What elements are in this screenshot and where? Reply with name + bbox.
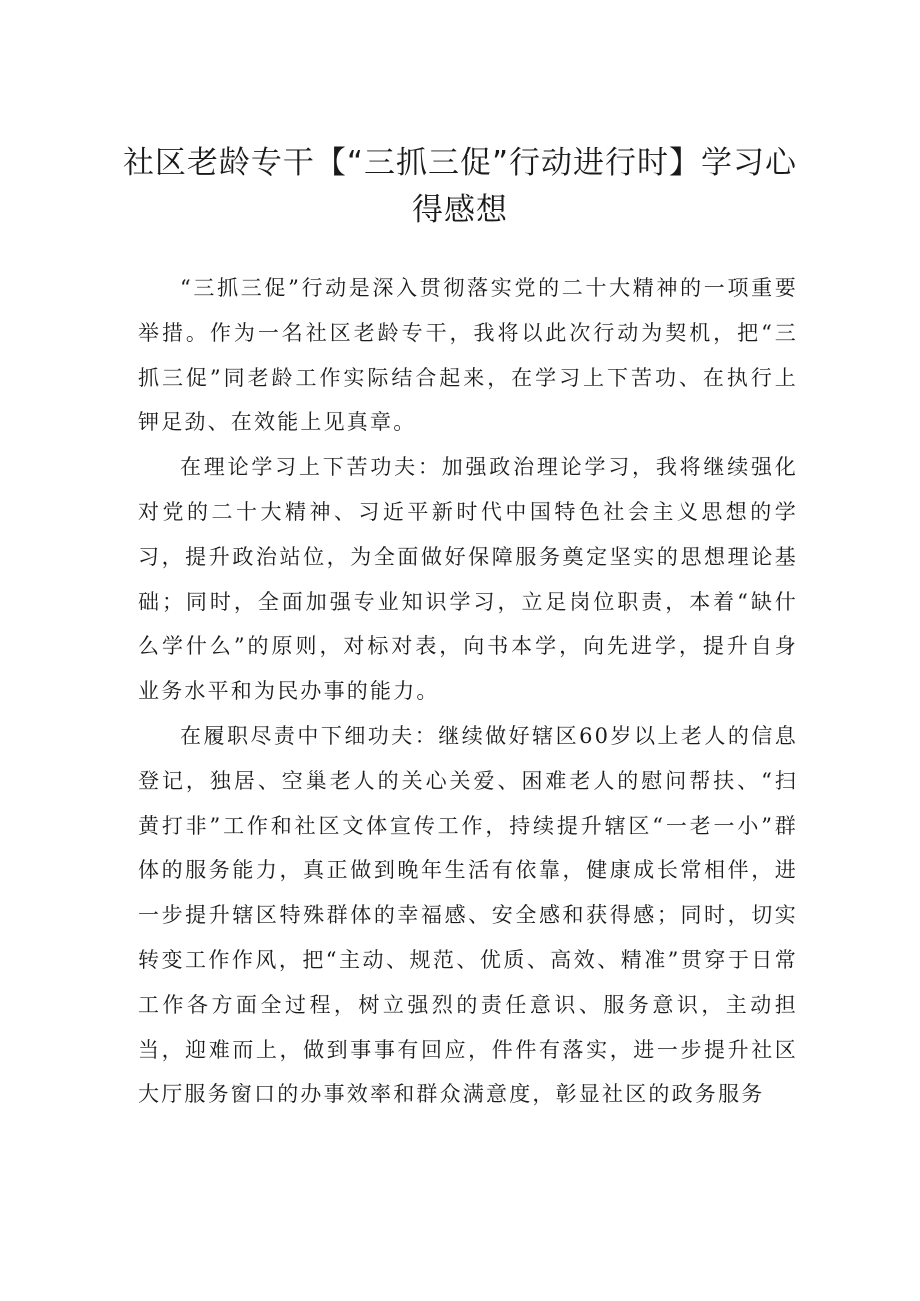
document-title: 社区老龄专干【“三抓三促”行动进行时】学习心得感想	[122, 145, 798, 228]
paragraph-theory-study: 在理论学习上下苦功夫：加强政治理论学习，我将继续强化对党的二十大精神、习近平新时代中国特色社会主义思想的学习，提升政治站位，为全面做好保障服务奠定坚实的思想理论基础；同时，全面加强专业知识学习，立足岗位职责，本着“缺什么学什么”的原则，对标对表，向书本学，向先进学，提升自身业务水平和为民办事的能力。	[138, 455, 798, 704]
document-body	[138, 266, 798, 1117]
paragraph-intro: “三抓三促”行动是深入贯彻落实党的二十大精神的一项重要举措。作为一名社区老龄专干，我将以此次行动为契机，把“三抓三促”同老龄工作实际结合起来，在学习上下苦功、在执行上钾足劲、在效能上见真章。	[138, 276, 798, 435]
paragraph-duty-performance: 在履职尽责中下细功夫：继续做好辖区60岁以上老人的信息登记，独居、空巢老人的关心关爱、困难老人的慰问帮扶、“扫黄打非”工作和社区文体宣传工作，持续提升辖区“一老一小”群体的服务能力，真正做到晚年生活有依靠，健康成长常相伴，进一步提升辖区特殊群体的幸福感、安全感和获得感；同时，切实转变工作作风，把“主动、规范、优质、高效、精准”贯穿于日常工作各方面全过程，树立强烈的责任意识、服务意识，主动担当，迎难而上，做到事事有回应，件件有落实，进一步提升社区大厅服务窗口的办事效率和群众满意度，彰显社区的政务服务	[138, 723, 798, 1107]
